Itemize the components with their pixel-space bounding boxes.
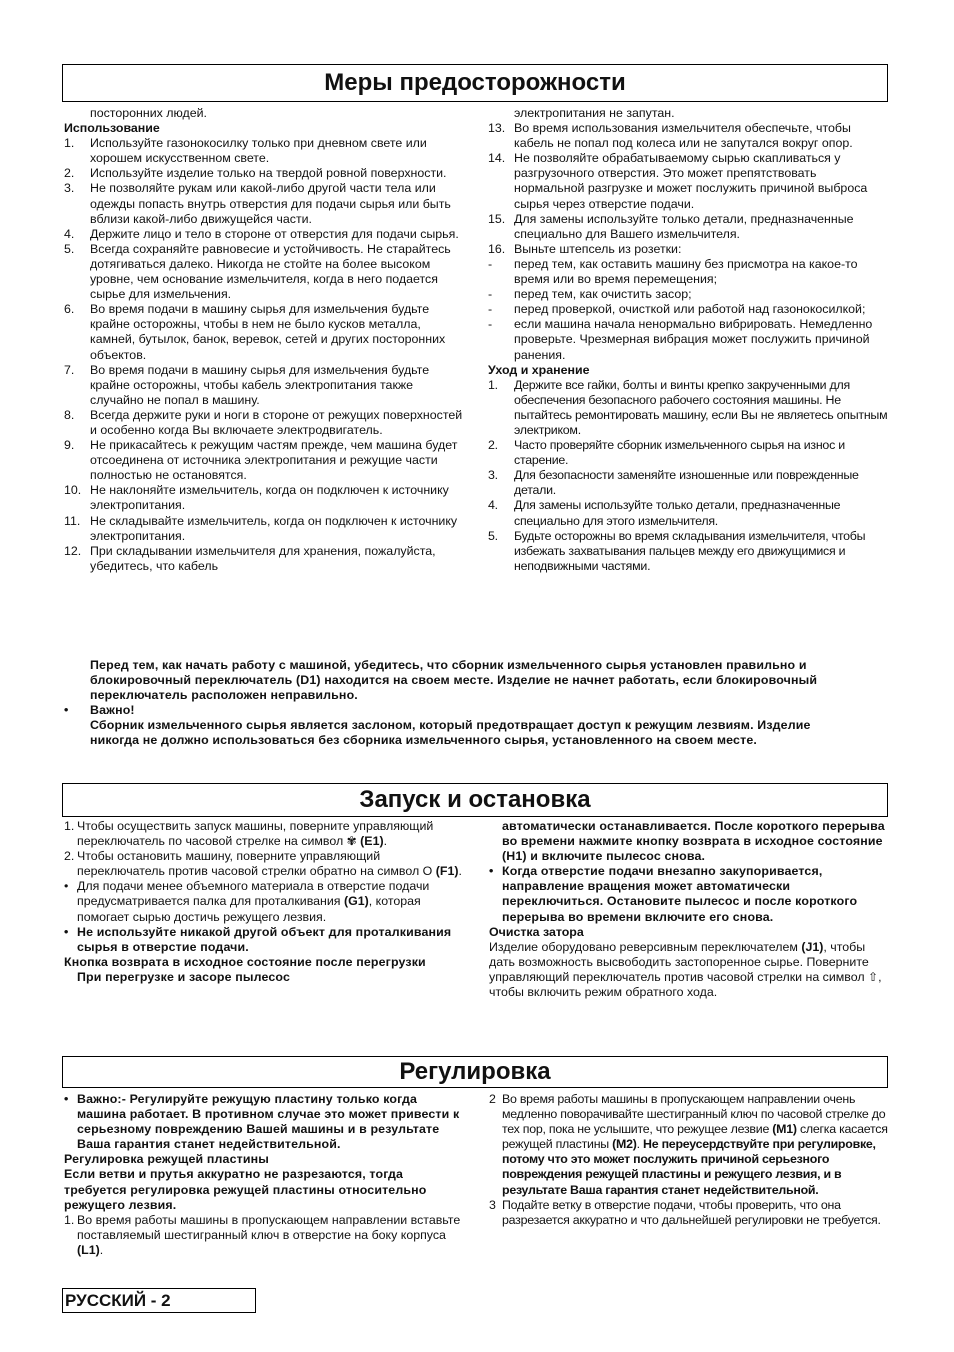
item-text: Будьте осторожны во время складывания измельчителя, чтобы избежать захватывания пальцев между его движущимися и неподвижными частями.	[514, 528, 866, 573]
item-number: -	[488, 256, 493, 271]
item-number: 16.	[488, 241, 506, 256]
numbered-list	[488, 121, 890, 257]
list-item	[64, 514, 466, 544]
forward-rotation-icon: ✾	[346, 834, 357, 849]
safety-right-column	[488, 106, 890, 574]
list-item	[488, 242, 890, 257]
bullet: •	[64, 924, 69, 939]
list-item	[64, 136, 466, 166]
item-number: 6.	[64, 302, 75, 317]
item-text: Важно:- Регулируйте режущую пластину только когда машина работает. В противном случае это может привести к серьезному повреждению Вашей машины и в результате Ваша гарантия станет недействительной.	[77, 1092, 460, 1152]
item-text: Чтобы осуществить запуск машины, поверните управляющий переключатель по часовой стрелке на символ ✾ (E1).	[77, 819, 434, 849]
item-text: Не позволяйте обрабатываемому сырью скапливаться у разгрузочного отверстия. Это может препятствовать нормальной разгрузке и может послужить причиной выброса сырья через отверстие подачи.	[514, 151, 868, 211]
item-number: 4.	[488, 498, 498, 513]
list-item	[488, 498, 890, 528]
list-item	[488, 529, 890, 574]
list-item	[488, 378, 890, 438]
bullet: •	[64, 703, 69, 718]
item-text: При складывании измельчителя для хранения, пожалуйста, убедитесь, что кабель	[90, 543, 436, 573]
list-item	[488, 212, 890, 242]
start-right-column	[489, 819, 889, 1000]
reset-title: Кнопка возврата в исходное состояние после перегрузки	[64, 954, 426, 969]
item-text: Для безопасности заменяйте изношенные или поврежденные детали.	[514, 468, 859, 498]
carry-text: электропитания не запутан.	[514, 106, 675, 120]
list-item	[64, 302, 466, 362]
adjust-left-column	[64, 1092, 464, 1258]
item-text: Для подачи менее объемного материала в отверстие подачи предусматривается палка для проталкивания (G1), которая помогает сырью достичь режущего лезвия.	[77, 879, 430, 924]
list-item	[488, 438, 890, 468]
item-text: Всегда сохраняйте равновесие и устойчивость. Не старайтесь дотягиваться далеко. Никогда не стойте на более высоком уровне, чем основание измельчителя, когда в него подается сырье для измельчения.	[90, 241, 451, 302]
item-text: Не складывайте измельчитель, когда он подключен к источнику электропитания.	[90, 513, 458, 543]
usage-list	[64, 136, 466, 574]
safety-notice	[64, 658, 890, 749]
item-number: 7.	[64, 362, 75, 377]
list-item	[64, 227, 466, 242]
item-text: Во время работы машины в пропускающем направлении очень медленно поворачивайте шестигранный ключ по часовой стрелке до тех пор, пока не услышите, что режущее лезвие (M1) слегка касается режущей пластины (M2). Не переусердствуйте при регулировке, потому что это может послужить причиной серьезного повреждения режущей пластины и режущего лезвия, и в результате Ваша гарантия станет недействительной.	[502, 1092, 888, 1197]
list-item	[488, 121, 890, 151]
item-text: Не используйте никакой другой объект для проталкивания сырья в отверстие подачи.	[77, 924, 452, 954]
reset-text: При перегрузке и засоре пылесос	[77, 969, 291, 984]
item-number: -	[488, 317, 493, 332]
item-number: 9.	[64, 438, 75, 453]
item-text: перед тем, как очистить засор;	[514, 287, 692, 302]
section-heading-start-stop: Запуск и остановка	[62, 783, 888, 817]
list-item	[64, 483, 466, 513]
item-text: Используйте газонокосилку только при дневном свете или хорошем искусственном свете.	[90, 136, 427, 166]
list-item	[64, 166, 466, 181]
stop-step	[64, 849, 464, 879]
bullet: •	[489, 864, 494, 879]
item-text: Не наклоняйте измельчитель, когда он подключен к источнику электропитания.	[90, 483, 449, 513]
list-item	[488, 302, 890, 317]
page-footer: РУССКИЙ - 2	[62, 1288, 256, 1313]
item-number: 3.	[64, 181, 75, 196]
dash-list	[488, 257, 890, 363]
item-text: Подайте ветку в отверстие подачи, чтобы проверить, что она разрезается аккуратно и что дальнейшей регулировки не требуется.	[502, 1197, 881, 1227]
important-text: Сборник измельченного сырья является заслоном, который предотвращает доступ к режущим лезвиям. Изделие никогда не должно использоваться без сборника измельченного сырья, установленного на своем месте.	[90, 718, 811, 748]
reverse-rotation-icon: ⇧	[868, 969, 879, 984]
carry-text: посторонних людей.	[90, 106, 207, 120]
item-text: Не позволяйте рукам или какой-либо другой части тела или одежды попасть внутрь отверстия для подачи сырья или быть вблизи какой-либо движущейся части.	[90, 181, 451, 226]
start-step	[64, 819, 464, 849]
item-text: перед проверкой, очисткой или работой над газонокосилкой;	[514, 302, 866, 317]
item-number: 8.	[64, 407, 75, 422]
item-number: 3.	[488, 468, 498, 483]
item-text: Всегда держите руки и ноги в стороне от режущих поверхностей и особенно когда Вы включаете электродвигатель.	[90, 407, 463, 437]
usage-title: Использование	[64, 121, 160, 136]
item-number: 4.	[64, 226, 75, 241]
item-number: 1.	[488, 377, 498, 392]
item-text: Держите лицо и тело в стороне от отверстия для подачи сырья.	[90, 226, 459, 241]
item-number: 1.	[64, 136, 75, 151]
item-number: 1.	[64, 819, 75, 833]
list-item	[488, 257, 890, 287]
item-text: Во время подачи в машину сырья для измельчения будьте крайне осторожны, чтобы кабель электропитания также случайно не попал в машину.	[90, 362, 430, 407]
clearing-title: Очистка затора	[489, 924, 584, 939]
adjust-right-column	[489, 1092, 891, 1228]
item-number: 10.	[64, 483, 82, 498]
item-text: Когда отверстие подачи внезапно закупоривается, направление вращения может автоматически переключиться. Остановите пылесос и после короткого перерыва во времени включите его снова.	[502, 864, 858, 924]
item-number: 14.	[488, 151, 506, 166]
adjust-step-2	[489, 1092, 891, 1198]
item-number: 15.	[488, 211, 506, 226]
item-text: если машина начала ненормально вибрировать. Немедленно проверьте. Чрезмерная вибрация может послужить причиной ранения.	[514, 317, 873, 362]
item-number: 2.	[488, 438, 498, 453]
item-number: 5.	[488, 528, 498, 543]
list-item	[488, 151, 890, 211]
item-number: 3	[489, 1197, 496, 1212]
list-item	[488, 287, 890, 302]
item-number: 2.	[64, 166, 75, 181]
notice-text: Перед тем, как начать работу с машиной, убедитесь, что сборник измельченного сырья установлен правильно и блокировочный переключатель (D1) находится на своем месте. Изделие не начнет работать, если блокировочный переключатель расположен неправильно.	[90, 658, 818, 703]
list-item	[64, 363, 466, 408]
item-number: 2	[489, 1092, 496, 1106]
warning-bullet	[64, 925, 464, 955]
adjust-step-1	[64, 1213, 464, 1258]
push-stick-bullet	[64, 879, 464, 924]
plate-title: Регулировка режущей пластины	[64, 1152, 269, 1167]
list-item	[64, 544, 466, 574]
important-block	[64, 703, 890, 718]
reset-continuation: автоматически останавливается. После короткого перерыва во времени нажмите кнопку возврата в исходное состояние (H1) и включите пылесос снова.	[502, 819, 885, 864]
item-text: Используйте изделие только на твердой ровной поверхности.	[90, 166, 447, 181]
item-number: -	[488, 302, 493, 317]
section-heading-adjust: Регулировка	[62, 1056, 888, 1088]
bullet: •	[64, 879, 69, 894]
plate-text: Если ветви и прутья аккуратно не разрезаются, тогда требуется регулировка режущей пластины относительно режущего лезвия.	[64, 1167, 427, 1212]
item-text: Во время работы машины в пропускающем направлении вставьте поставляемый шестигранный ключ в отверстие на боку корпуса (L1).	[77, 1212, 461, 1257]
item-number: 13.	[488, 121, 506, 136]
item-number: 12.	[64, 543, 82, 558]
item-text: Для замены используйте только детали, предназначенные специально для Вашего измельчителя.	[514, 211, 854, 241]
clearing-text: Изделие оборудовано реверсивным переключателем (J1), чтобы дать возможность высвободить застопоренное сырье. Поверните управляющий переключатель против часовой стрелки на символ ⇧, чтобы включить режим обратного хода.	[489, 939, 882, 1000]
section-heading-safety: Меры предосторожности	[62, 64, 888, 102]
item-text: Во время использования измельчителя обеспечьте, чтобы кабель не попал под колеса или не запутался вокруг опор.	[514, 121, 853, 151]
list-item	[64, 408, 466, 438]
care-list	[488, 378, 890, 574]
adjust-step-3	[489, 1198, 891, 1228]
item-number: 2.	[64, 849, 75, 864]
list-item	[64, 242, 466, 302]
item-text: Часто проверяйте сборник измельченного сырья на износ и старение.	[514, 438, 845, 468]
item-text: Держите все гайки, болты и винты крепко закрученными для обеспечения безопасного рабочего состояния машины. Не пытайтесь ремонтировать машину, если Вы не являетесь опытным электриком.	[514, 377, 888, 437]
item-number: 11.	[64, 513, 81, 528]
blockage-bullet	[489, 864, 889, 924]
item-text: Чтобы остановить машину, поверните управляющий переключатель против часовой стрелки обратно на символ O (F1).	[77, 849, 462, 879]
care-title: Уход и хранение	[488, 362, 590, 377]
start-left-column	[64, 819, 464, 985]
list-item	[64, 438, 466, 483]
item-text: Во время подачи в машину сырья для измельчения будьте крайне осторожны, чтобы в нем не было кусков металла, камней, бутылок, банок, веревок, сетей и других посторонних объектов.	[90, 302, 446, 362]
important-bullet	[64, 1092, 464, 1152]
list-item	[64, 181, 466, 226]
safety-left-column	[64, 106, 466, 574]
item-text: Выньте штепсель из розетки:	[514, 241, 682, 256]
item-text: перед тем, как оставить машину без присмотра на какое-то время или во время перемещения;	[514, 256, 858, 287]
item-text: Не прикасайтесь к режущим частям прежде, чем машина будет отсоединена от источника электропитания и режущие части полностью не остановятся.	[90, 438, 458, 483]
item-text: Для замены используйте только детали, предназначенные специально для этого измельчителя.	[514, 498, 841, 528]
item-number: -	[488, 287, 493, 302]
bullet: •	[64, 1092, 69, 1106]
list-item	[488, 317, 890, 362]
list-item	[488, 468, 890, 498]
item-number: 1.	[64, 1212, 75, 1227]
important-title: Важно!	[90, 703, 135, 718]
item-number: 5.	[64, 241, 75, 256]
